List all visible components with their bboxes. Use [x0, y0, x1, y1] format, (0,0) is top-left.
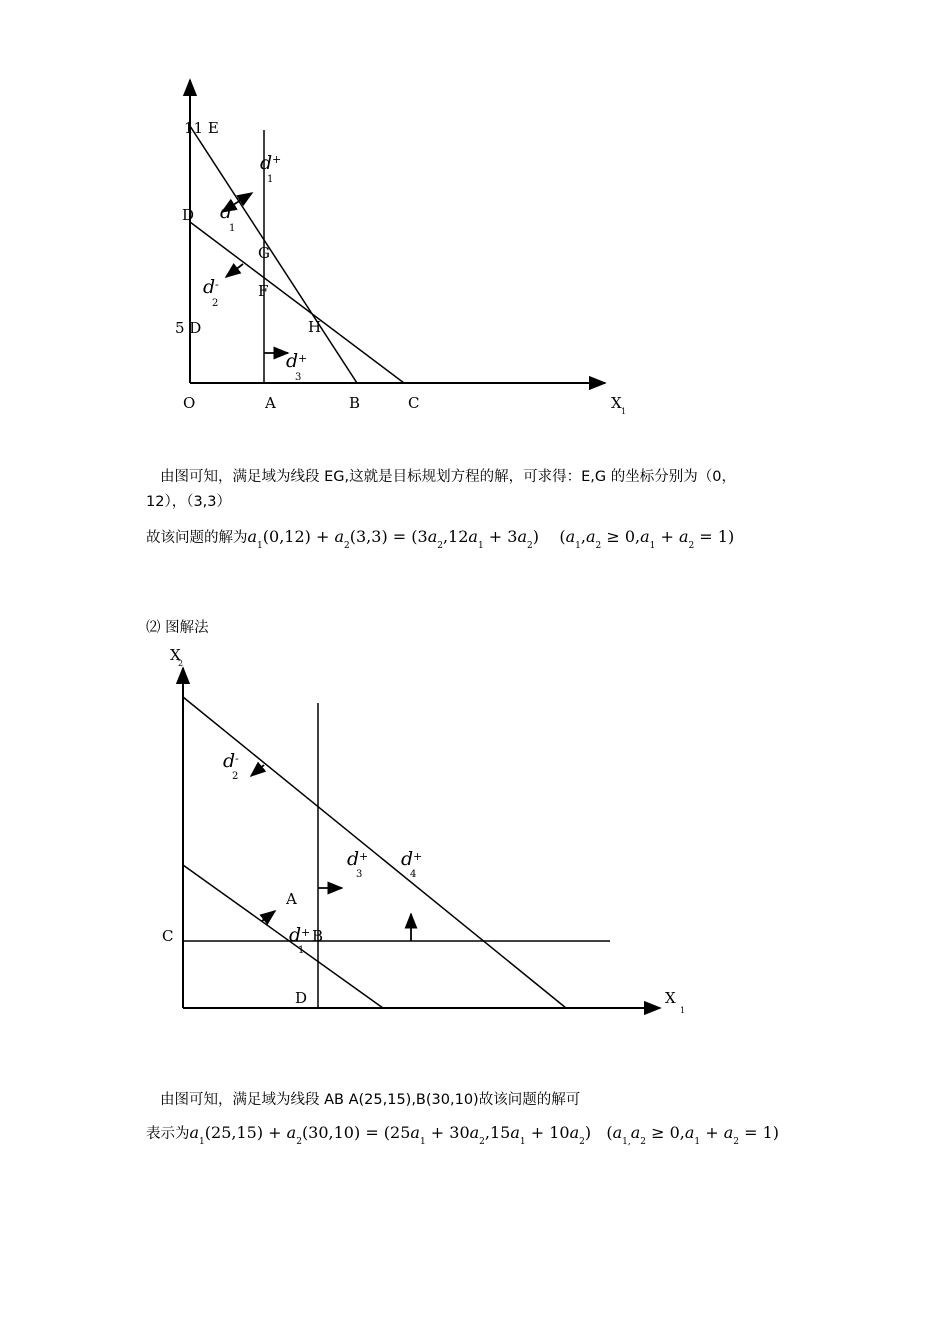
fig2-y-axis-subscript: 2: [178, 659, 184, 668]
svg-text:1: 1: [298, 945, 305, 956]
fig1-arrow-d2: [226, 264, 243, 277]
fig2-dev-d2-minus: [223, 750, 239, 782]
fig1-label-o: O: [183, 394, 196, 412]
fig2-label-a: A: [286, 890, 297, 908]
figure-1: [175, 80, 626, 416]
fig2-arrow-d1: [262, 911, 275, 921]
svg-text:-: -: [215, 278, 219, 291]
svg-text:d: d: [260, 152, 273, 174]
svg-text:+: +: [413, 850, 423, 863]
fig2-dev-d4-plus: [401, 848, 422, 880]
svg-text:+: +: [298, 352, 308, 365]
fig2-label-c: C: [162, 927, 174, 945]
fig1-label-d-lower: 5 D: [175, 319, 202, 337]
paragraph-2-line-1: 由图可知，满足域为线段 AB A(25,15),B(30,10)故该问题的解可: [160, 1092, 581, 1108]
svg-text:d: d: [223, 750, 236, 772]
fig2-y-axis-label: X: [170, 646, 181, 664]
svg-text:+: +: [359, 850, 369, 863]
svg-text:2: 2: [212, 298, 219, 309]
fig1-label-f: F: [258, 282, 269, 300]
svg-text:d: d: [347, 848, 360, 870]
svg-text:3: 3: [295, 372, 302, 383]
svg-text:4: 4: [410, 869, 417, 880]
fig2-line-lower-diagonal: [183, 865, 383, 1008]
fig1-dev-d3-plus: [286, 350, 307, 383]
fig2-x-axis-subscript: 1: [680, 1006, 686, 1015]
fig2-x-axis-label: X: [665, 989, 676, 1007]
fig1-dev-d2-minus: [203, 276, 219, 309]
paragraph-1-line-1: 由图可知，满足域为线段 EG,这就是目标规划方程的解，可求得：E,G 的坐标分别为（0，: [160, 469, 736, 485]
section-2-heading: ⑵ 图解法: [146, 620, 209, 636]
svg-text:d: d: [286, 350, 299, 372]
fig2-arrow-d2: [251, 765, 264, 776]
svg-text:2: 2: [232, 771, 239, 782]
svg-text:d: d: [203, 276, 216, 298]
fig2-line-upper-diagonal: [183, 697, 566, 1008]
svg-text:+: +: [272, 153, 282, 166]
fig1-label-b: B: [349, 394, 361, 412]
svg-text:-: -: [235, 752, 239, 765]
solution-1: [146, 526, 734, 551]
fig2-dev-d1-plus: [289, 924, 310, 956]
solution-1-formula: $a_1(0,12) + a_2(3,3) = (3a_2,12a_1 + 3a_2)$ $(a_1,a_2 \ge 0,a_1 + a_2 = 1)$: [247, 527, 735, 551]
solution-2: [146, 1122, 779, 1147]
paragraph-1-line-2: 12），（3,3）: [146, 494, 232, 510]
solution-1-prefix: 故该问题的解为: [146, 530, 248, 546]
svg-text:+: +: [301, 926, 311, 939]
solution-2-prefix: 表示为: [146, 1126, 190, 1142]
svg-text:d: d: [289, 924, 302, 946]
fig1-x-axis-subscript: 1: [621, 407, 627, 416]
fig2-label-b: B: [312, 927, 324, 945]
fig1-label-c: C: [408, 394, 420, 412]
fig1-label-d-upper: D: [182, 206, 195, 224]
fig1-label-g: G: [258, 244, 270, 262]
svg-text:1: 1: [267, 174, 274, 185]
figure-2: [162, 646, 685, 1015]
svg-text:1: 1: [229, 223, 236, 234]
fig1-dev-d1-plus: [260, 152, 281, 185]
fig1-label-a: A: [265, 394, 276, 412]
fig1-label-h: H: [308, 318, 322, 336]
svg-text:-: -: [232, 203, 236, 216]
fig1-dev-d1-minus: [220, 201, 236, 234]
svg-text:d: d: [220, 201, 233, 223]
solution-2-formula: $a_1(25,15) + a_2(30,10) = (25a_1 + 30a_2,15a_1 + 10a_2) (a_{1,}a_2 \ge 0,a_1 + a_2 = 1)$: [189, 1123, 780, 1147]
fig2-dev-d3-plus: [347, 848, 368, 880]
fig1-x-axis-label: X: [611, 394, 622, 412]
svg-text:3: 3: [356, 869, 363, 880]
fig1-label-e: 11 E: [184, 119, 219, 137]
fig2-label-d: D: [295, 989, 308, 1007]
svg-text:d: d: [401, 848, 414, 870]
